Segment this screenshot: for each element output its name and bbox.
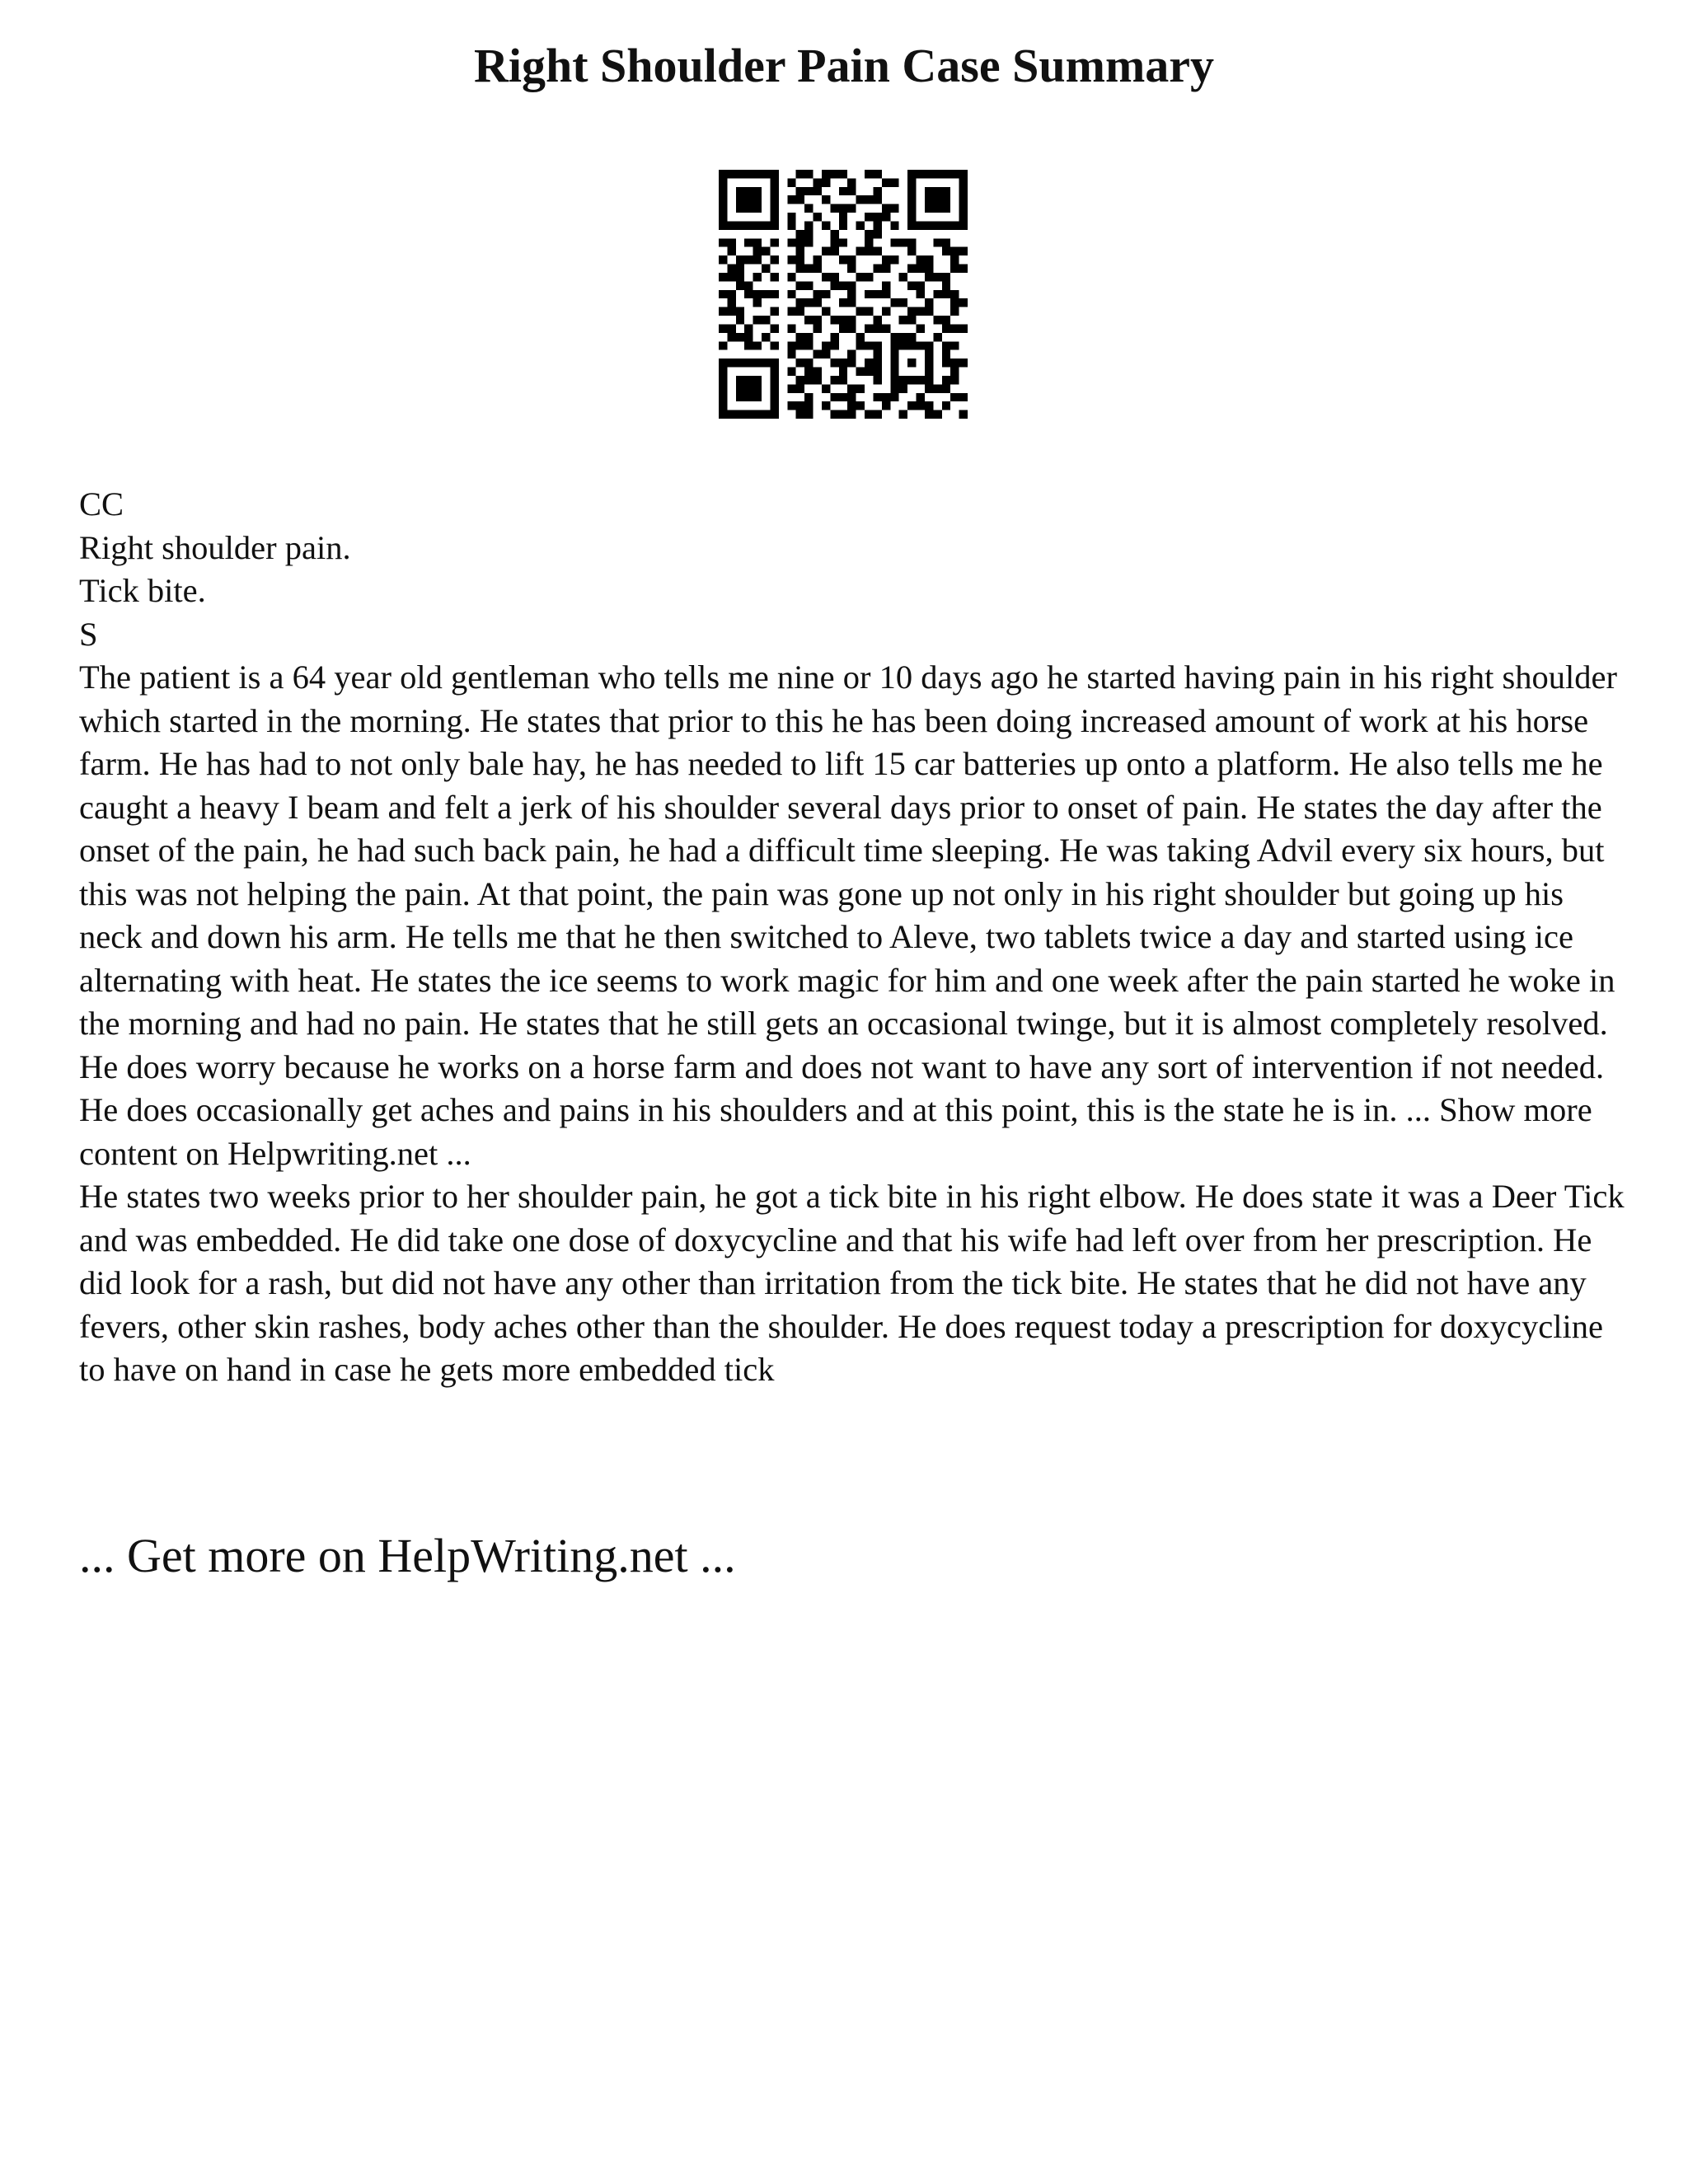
subjective-paragraph-2: He states two weeks prior to her shoulder pain, he got a tick bite in his right elbow. He does state it was a Deer Tick and was embedded. He did take one dose of doxycycline and that his wife had left over from her prescription. He did look for a rash, but did not have any other than irritation from the tick bite. He states that he did not have any fevers, other skin rashes, body aches other than the shoulder. He does request today a prescription for doxycycline to have on hand in case he gets more embedded tick — [79, 1178, 1625, 1388]
qr-code-image — [719, 170, 968, 419]
subjective-paragraph-1-text: The patient is a 64 year old gentleman who tells me nine or 10 days ago he started having pain in his right shoulder which started in the morning. He states that prior to this he has been doing increased amount of work at his horse farm. He has had to not only bale hay, he has needed to lift 15 car batteries up onto a platform. He also tells me he caught a heavy I beam and felt a jerk of his shoulder several days prior to onset of pain. He states the day after the onset of the pain, he had such back pain, he had a difficult time sleeping. He was taking Advil every six hours, but this was not helping the pain. At that point, the pain was gone up not only in his right shoulder but going up his neck and down his arm. He tells me that he then switched to Aleve, two tablets twice a day and started using ice alternating with heat. He states the ice seems to work magic for him and one week after the pain started he woke in the morning and had no pain. He states that he still gets an occasional twinge, but it is almost completely resolved. He does worry because he works on a horse farm and does not want to have any sort of intervention if not needed. He does occasionally get aches and pains in his shoulders and at this point, this is the state he is in. — [79, 658, 1617, 1128]
qr-code-graphic — [719, 170, 968, 419]
get-more-link[interactable]: ... Get more on HelpWriting.net ... — [79, 1529, 736, 1582]
s-heading: S — [79, 615, 98, 653]
cc-complaint-shoulder: Right shoulder pain. — [79, 528, 351, 566]
document-body — [79, 483, 1629, 1392]
cc-complaint-tick: Tick bite. — [79, 572, 206, 609]
show-more-link[interactable]: ... Show more content on Helpwriting.net ... — [79, 1091, 1592, 1172]
page-title: Right Shoulder Pain Case Summary — [473, 39, 1215, 92]
subjective-paragraph-1 — [79, 656, 1629, 1175]
cc-heading: CC — [79, 485, 124, 523]
